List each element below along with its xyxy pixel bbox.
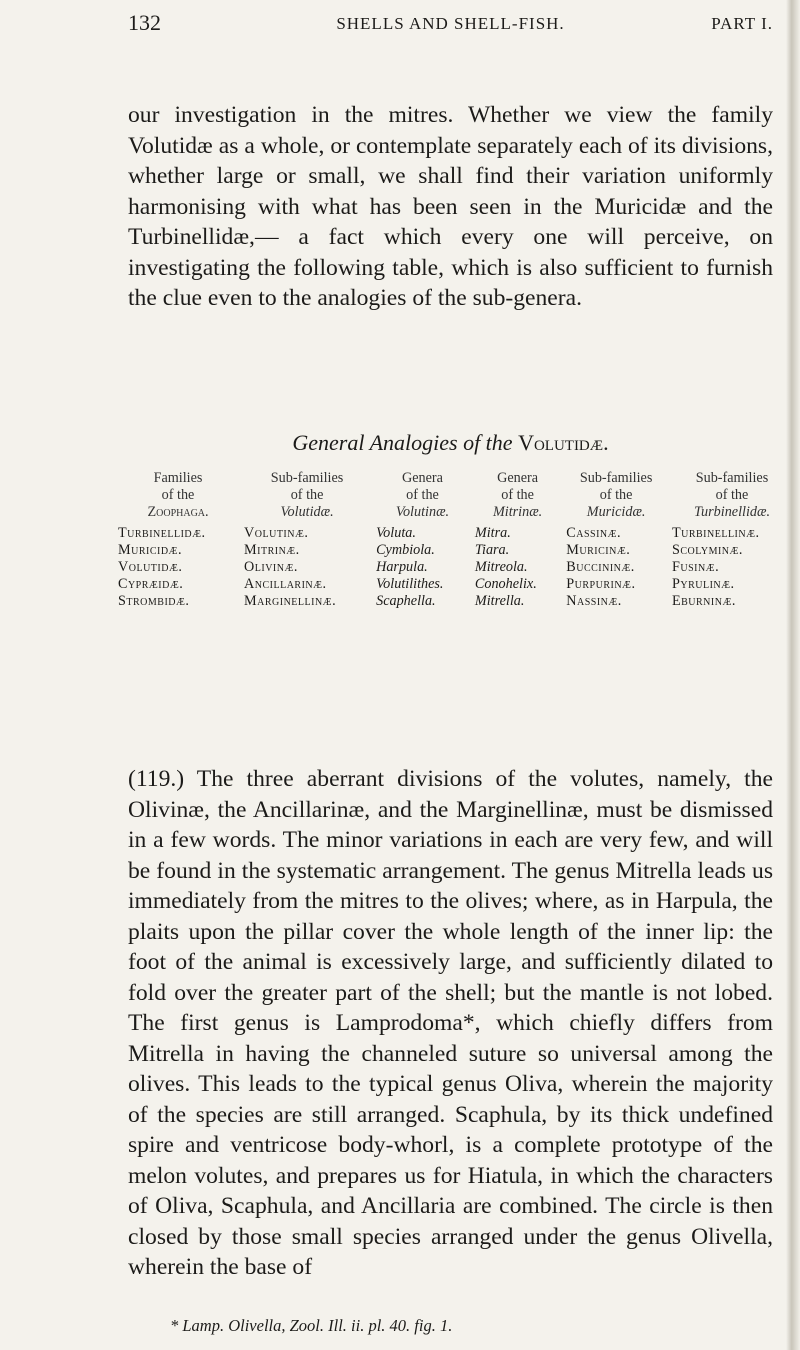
column-header-line: of the xyxy=(501,487,534,503)
column-header-line: Families xyxy=(153,470,203,486)
table-cell: Muricidæ. xyxy=(118,542,182,558)
table-cell: Mitreola. xyxy=(474,559,528,575)
column-header-line: Turbinellidæ. xyxy=(693,504,771,520)
table-row xyxy=(115,576,795,593)
part-label: PART I. xyxy=(711,14,773,33)
column-header xyxy=(373,470,472,525)
table-cell: Strombidæ. xyxy=(118,593,190,609)
table-cell: Cassinæ. xyxy=(566,525,622,541)
table-cell: Marginellinæ. xyxy=(244,593,337,609)
column-header-line: Volutinæ. xyxy=(395,504,450,520)
column-header-line: Sub-families xyxy=(695,470,769,486)
table-cell: Purpurinæ. xyxy=(566,576,636,592)
table-cell: Cypræidæ. xyxy=(118,576,184,592)
table-cell: Mitrinæ. xyxy=(244,542,300,558)
table-cell: Pyrulinæ. xyxy=(671,576,735,592)
column-header-line: of the xyxy=(599,487,633,503)
column-header xyxy=(669,470,795,525)
table-cell: Scaphella. xyxy=(376,593,436,609)
running-title: SHELLS AND SHELL-FISH. xyxy=(336,14,565,33)
table-row xyxy=(115,542,795,559)
running-header xyxy=(128,10,773,40)
table-cell: Conohelix. xyxy=(474,576,537,592)
table-row xyxy=(115,525,795,542)
table-cell: Harpula. xyxy=(376,559,428,575)
table-row xyxy=(115,559,795,576)
column-header xyxy=(241,470,373,525)
column-header xyxy=(472,470,563,525)
table-cell: Tiara. xyxy=(474,542,510,558)
column-header-line: Zoophaga. xyxy=(147,504,209,520)
table-title-prefix: General Analogies of the xyxy=(292,430,519,455)
table-cell: Volutidæ. xyxy=(118,559,183,575)
table-cell: Cymbiola. xyxy=(376,542,435,558)
footnote: * Lamp. Olivella, Zool. Ill. ii. pl. 40. fig. 1. xyxy=(170,1316,453,1335)
table-cell: Voluta. xyxy=(376,525,416,541)
table-cell: Ancillarinæ. xyxy=(244,576,327,592)
table-title-name: Volutidæ. xyxy=(518,430,609,455)
table-cell: Volutinæ. xyxy=(244,525,309,541)
column-header xyxy=(563,470,669,525)
table-cell: Turbinellidæ. xyxy=(118,525,206,541)
page-edge xyxy=(786,0,800,1350)
paragraph-2: (119.) The three aberrant divisions of the volutes, namely, the Olivinæ, the Ancillarinæ, and the Marginellinæ, must be dismissed in a few words. The minor variations in each are very few, and will be found in the systematic arrangement. The genus Mitrella leads us immediately from the mitres to the olives; where, as in Harpula, the plaits upon the pillar cover the whole length of the inner lip: the foot of the animal is excessively large, and sufficiently dilated to fold over the greater part of the shell; but the mantle is not lobed. The first genus is Lamprodoma*, which chiefly differs from Mitrella in having the channeled suture so universal among the olives. This leads to the typical genus Oliva, wherein the majority of the species are still arranged. Scaphula, by its thick undefined spire and ventricose body-whorl, is a complete prototype of the melon volutes, and prepares us for Hiatula, in which the characters of Oliva, Scaphula, and Ancillaria are combined. The circle is then closed by those small species arranged under the genus Olivella, wherein the base of xyxy=(128,766,773,1280)
paragraph-1: our investigation in the mitres. Whether we view the family Volutidæ as a whole, or contemplate separately each of its divisions, whether large or small, we shall find their variation uniformly harmonising with what has been seen in the Muricidæ and the Turbinellidæ,— a fact which every one will perceive, on investigating the following table, which is also sufficient to furnish the clue even to the analogies of the sub-genera. xyxy=(128,102,773,311)
table-cell: Scolyminæ. xyxy=(671,542,743,558)
table-row xyxy=(115,593,795,610)
analogies-table xyxy=(115,470,795,610)
table-cell: Mitra. xyxy=(474,525,511,541)
page-number: 132 xyxy=(128,10,161,35)
column-header-line: of the xyxy=(715,487,749,503)
table-cell: Turbinellinæ. xyxy=(671,525,760,541)
column-header xyxy=(115,470,241,525)
column-header-line: of the xyxy=(290,487,324,503)
table-cell: Nassinæ. xyxy=(566,593,622,609)
table-cell: Buccininæ. xyxy=(566,559,635,575)
column-header-line: Volutidæ. xyxy=(280,504,334,520)
column-header-line: Muricidæ. xyxy=(586,504,646,520)
table-cell: Muricinæ. xyxy=(566,542,631,558)
table-cell: Mitrella. xyxy=(474,593,525,609)
table-title xyxy=(128,430,773,456)
column-header-line: of the xyxy=(406,487,439,503)
column-header-line: Sub-families xyxy=(579,470,653,486)
table-cell: Eburninæ. xyxy=(671,593,736,609)
column-header-line: Sub-families xyxy=(270,470,344,486)
table-cell: Olivinæ. xyxy=(244,559,298,575)
column-header-line: Mitrinæ. xyxy=(492,504,543,520)
column-header-line: Genera xyxy=(402,470,443,486)
table-cell: Fusinæ. xyxy=(671,559,720,575)
column-header-line: of the xyxy=(161,487,195,503)
table-header-row xyxy=(115,470,795,525)
table-cell: Volutilithes. xyxy=(376,576,444,592)
column-header-line: Genera xyxy=(497,470,539,486)
